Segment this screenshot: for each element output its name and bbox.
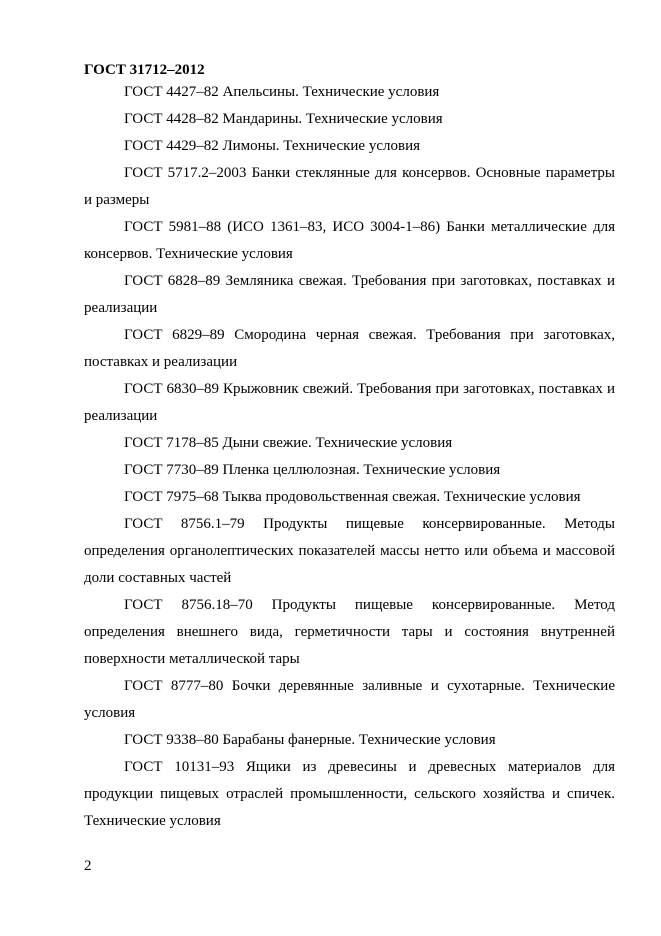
reference-item: ГОСТ 6829–89 Смородина черная свежая. Требования при заготовках, поставках и реализации: [84, 327, 615, 370]
reference-item: ГОСТ 7178–85 Дыни свежие. Технические условия: [124, 435, 453, 451]
reference-item: ГОСТ 5717.2–2003 Банки стеклянные для консервов. Основные параметры и размеры: [84, 165, 615, 208]
reference-item: ГОСТ 10131–93 Ящики из древесины и древесных материалов для продукции пищевых отраслей промышленности, сельского хозяйства и спичек. Технические условия: [84, 759, 615, 829]
reference-item: ГОСТ 4429–82 Лимоны. Технические условия: [124, 138, 420, 154]
reference-item: ГОСТ 5981–88 (ИСО 1361–83, ИСО 3004-1–86) Банки металлические для консервов. Технические условия: [84, 219, 615, 262]
reference-item: ГОСТ 8756.18–70 Продукты пищевые консервированные. Метод определения внешнего вида, герметичности тары и состояния внутренней поверхности металлической тары: [84, 597, 615, 667]
reference-item: ГОСТ 4428–82 Мандарины. Технические условия: [124, 111, 443, 127]
reference-item: ГОСТ 8756.1–79 Продукты пищевые консервированные. Методы определения органолептических показателей массы нетто или объема и массовой доли составных частей: [84, 516, 615, 586]
reference-item: ГОСТ 7730–89 Пленка целлюлозная. Технические условия: [124, 462, 501, 478]
document-header: ГОСТ 31712–2012: [84, 62, 205, 78]
reference-item: ГОСТ 8777–80 Бочки деревянные заливные и сухотарные. Технические условия: [84, 678, 615, 721]
reference-item: ГОСТ 6830–89 Крыжовник свежий. Требования при заготовках, поставках и реализации: [84, 381, 615, 424]
normative-references-list: [84, 79, 615, 835]
reference-item: ГОСТ 9338–80 Барабаны фанерные. Технические условия: [124, 732, 496, 748]
reference-item: ГОСТ 7975–68 Тыква продовольственная свежая. Технические условия: [124, 489, 581, 505]
page-number: 2: [84, 858, 92, 874]
reference-item: ГОСТ 4427–82 Апельсины. Технические условия: [124, 84, 440, 100]
reference-item: ГОСТ 6828–89 Земляника свежая. Требования при заготовках, поставках и реализации: [84, 273, 615, 316]
